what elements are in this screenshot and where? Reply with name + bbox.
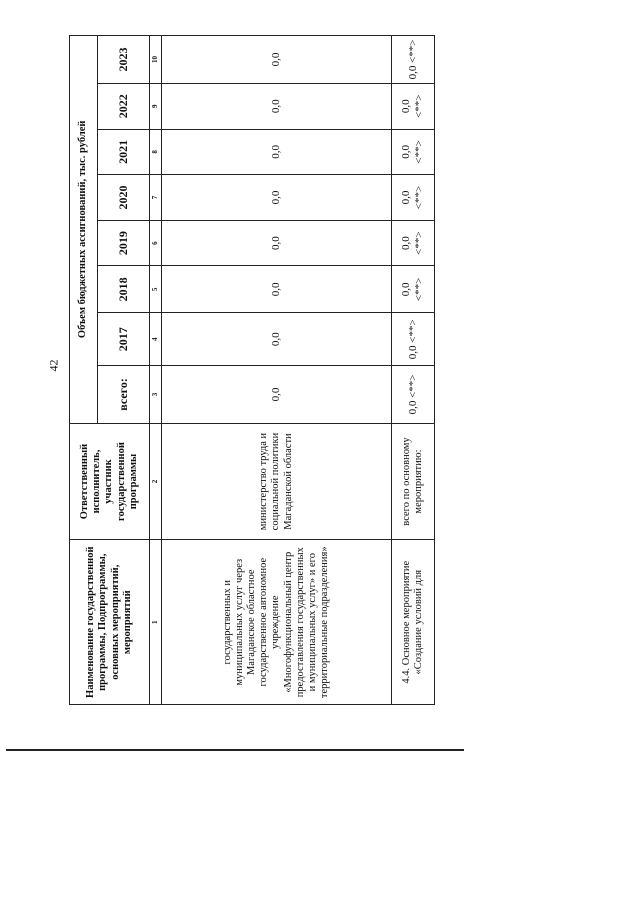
row-name: 4.4. Основное мероприятие «Создание условий для <box>392 540 435 705</box>
row-name: государственных и муниципальных услуг через Магаданское областное государственное автономное учреждение «Многофункциональный центр предоставления государственных и муниципальных услуг» и его территориальные подразделения» <box>162 540 392 705</box>
row-value: 0,0 <box>162 83 392 129</box>
header-year: 2022 <box>98 83 150 129</box>
row-value: 0,0 <box>162 36 392 84</box>
row-value: 0,0 <box>162 313 392 366</box>
row-value: 0,0 <**> <box>392 129 435 175</box>
row-value: 0,0 <box>162 220 392 266</box>
column-number: 3 <box>150 366 162 423</box>
header-year: 2021 <box>98 129 150 175</box>
row-value: 0,0 <**> <box>392 175 435 221</box>
rotated-table <box>69 35 434 705</box>
header-year: 2018 <box>98 266 150 313</box>
column-number: 6 <box>150 220 162 266</box>
header-year: 2017 <box>98 313 150 366</box>
column-number: 1 <box>150 540 162 705</box>
table-row <box>392 36 435 705</box>
row-value: 0,0 <box>162 175 392 221</box>
header-budget-group: Объем бюджетных ассигнований, тыс. рублей <box>70 36 98 424</box>
column-number: 10 <box>150 36 162 84</box>
row-value: 0,0 <**> <box>392 266 435 313</box>
row-executor: всего по основному мероприятию: <box>392 423 435 540</box>
column-number: 5 <box>150 266 162 313</box>
header-year: 2020 <box>98 175 150 221</box>
row-value: 0,0 <**> <box>392 36 435 84</box>
budget-table <box>69 35 435 705</box>
row-executor: министерство труда и социальной политики Магаданской области <box>162 423 392 540</box>
column-number: 8 <box>150 129 162 175</box>
column-number: 2 <box>150 423 162 540</box>
header-total: всего: <box>98 366 150 423</box>
column-number: 7 <box>150 175 162 221</box>
row-value: 0,0 <box>162 129 392 175</box>
header-year: 2023 <box>98 36 150 84</box>
column-number: 9 <box>150 83 162 129</box>
page-number: 42 <box>46 359 61 372</box>
column-number: 4 <box>150 313 162 366</box>
header-executor: Ответственный исполнитель, участник государственной программы <box>70 423 150 540</box>
row-total: 0,0 <**> <box>392 366 435 423</box>
row-value: 0,0 <box>162 266 392 313</box>
header-year: 2019 <box>98 220 150 266</box>
row-value: 0,0 <**> <box>392 83 435 129</box>
row-value: 0,0 <**> <box>392 313 435 366</box>
header-name: Наименование государственной программы, Подпрограммы, основных мероприятий, мероприятий <box>70 540 150 705</box>
row-total: 0,0 <box>162 366 392 423</box>
table-row <box>162 36 392 705</box>
row-value: 0,0 <**> <box>392 220 435 266</box>
horizontal-rule <box>6 749 464 751</box>
